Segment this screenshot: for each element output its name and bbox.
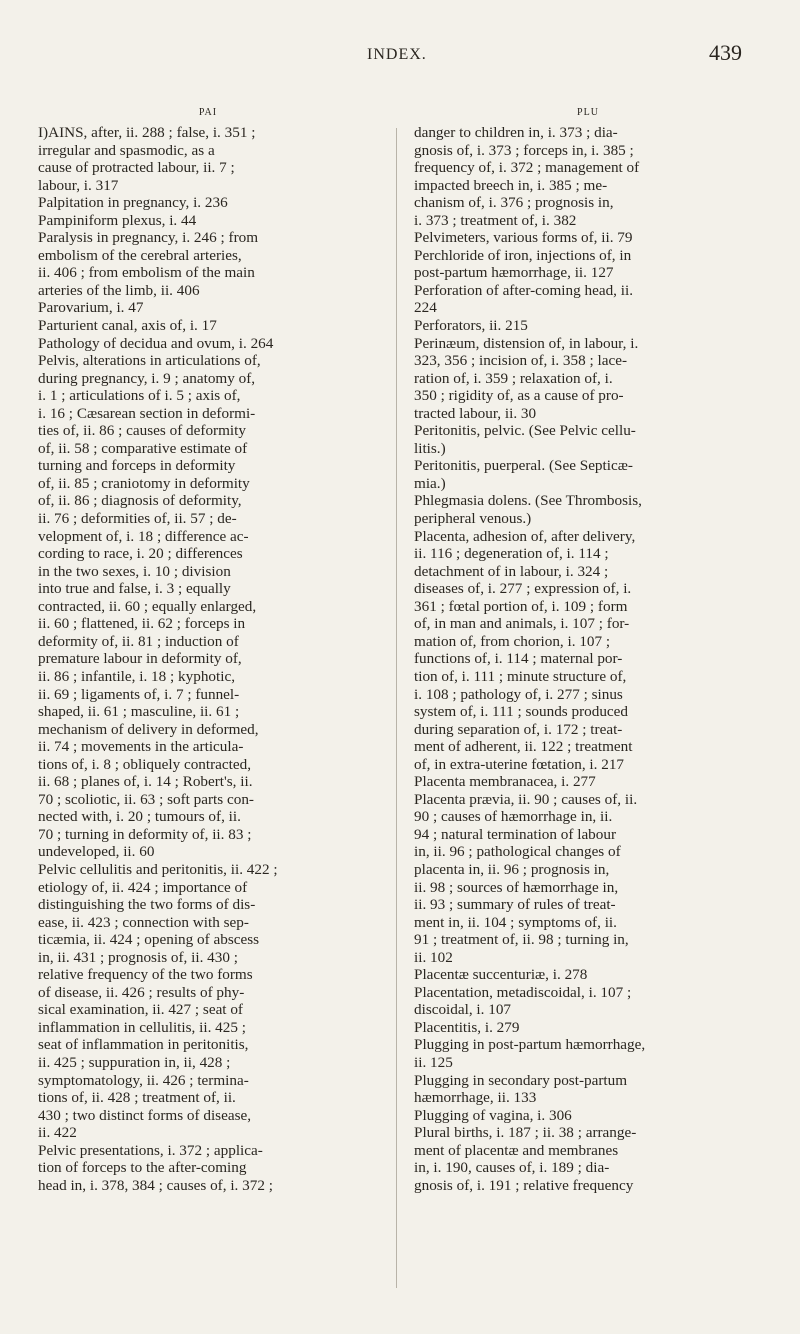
index-entry-line: tion of, i. 111 ; minute structure of,	[414, 667, 627, 685]
index-entry-line: arteries of the limb, ii. 406	[38, 281, 200, 299]
index-entry-line: Perforators, ii. 215	[414, 317, 528, 335]
index-entry-line: Placenta prævia, ii. 90 ; causes of, ii.	[414, 790, 638, 808]
index-entry-line: Pathology of decidua and ovum, i. 264	[38, 334, 274, 352]
index-entry-line: Phlegmasia dolens. (See Thrombosis,	[414, 492, 642, 510]
index-entry-line: 361 ; fœtal portion of, i. 109 ; form	[414, 597, 628, 615]
index-entry-line: ii. 68 ; planes of, i. 14 ; Robert's, ii.	[38, 773, 253, 791]
index-entry-line: deformity of, ii. 81 ; induction of	[38, 632, 239, 650]
index-entry-line: post-partum hæmorrhage, ii. 127	[414, 264, 614, 282]
index-entry	[414, 282, 762, 317]
index-entry-line: i. 108 ; pathology of, i. 277 ; sinus	[414, 685, 623, 703]
index-entry-line: Placenta membranacea, i. 277	[414, 773, 596, 791]
index-entry	[414, 984, 762, 1019]
index-entry-line: ment in, ii. 104 ; symptoms of, ii.	[414, 913, 617, 931]
index-entry	[414, 528, 762, 774]
index-entry-line: of, in man and animals, i. 107 ; for-	[414, 615, 630, 633]
index-entries-left	[38, 124, 378, 1194]
index-entry	[414, 1019, 762, 1037]
index-entry-line: etiology of, ii. 424 ; importance of	[38, 878, 248, 896]
index-entry-line: Paralysis in pregnancy, i. 246 ; from	[38, 229, 259, 247]
index-entry-line: head in, i. 378, 384 ; causes of, i. 372 ;	[38, 1176, 273, 1194]
index-entry-line: cause of protracted labour, ii. 7 ;	[38, 159, 235, 177]
index-entry-line: 90 ; causes of hæmorrhage in, ii.	[414, 808, 613, 826]
index-entry-line: hæmorrhage, ii. 133	[414, 1089, 537, 1107]
index-entry-line: of, ii. 85 ; craniotomy in deformity	[38, 474, 250, 492]
index-entry-line: mation of, from chorion, i. 107 ;	[414, 632, 611, 650]
index-entry-line: tion of forceps to the after-coming	[38, 1159, 247, 1177]
index-entry-line: Pelvic cellulitis and peritonitis, ii. 422 ;	[38, 860, 278, 878]
index-entry-line: 323, 356 ; incision of, i. 358 ; lace-	[414, 352, 628, 370]
index-entry-line: Plural births, i. 187 ; ii. 38 ; arrange-	[414, 1124, 637, 1142]
index-entry-line: functions of, i. 114 ; maternal por-	[414, 650, 623, 668]
index-entry-line: Placenta, adhesion of, after delivery,	[414, 527, 636, 545]
index-entry-line: ii. 125	[414, 1053, 453, 1071]
running-head-title: INDEX.	[367, 46, 427, 63]
index-entry	[414, 335, 762, 423]
index-entry-line: ii. 86 ; infantile, i. 18 ; kyphotic,	[38, 667, 235, 685]
index-entry-line: ment of adherent, ii. 122 ; treatment	[414, 738, 633, 756]
catchword-left: PAI	[198, 107, 218, 118]
index-entry-line: shaped, ii. 61 ; masculine, ii. 61 ;	[38, 703, 240, 721]
index-entry-line: litis.)	[414, 439, 446, 457]
index-entry-line: ii. 74 ; movements in the articula-	[38, 738, 244, 756]
index-entry	[414, 247, 762, 282]
index-entry	[38, 861, 378, 1142]
index-entry-line: frequency of, i. 372 ; management of	[414, 159, 640, 177]
index-entry-line: Parovarium, i. 47	[38, 299, 144, 317]
index-entry-line: ii. 102	[414, 948, 453, 966]
index-entry-line: ii. 60 ; flattened, ii. 62 ; forceps in	[38, 615, 246, 633]
index-entry	[414, 1072, 762, 1107]
index-entry	[414, 1036, 762, 1071]
index-entry-line: in, ii. 431 ; prognosis of, ii. 430 ;	[38, 948, 238, 966]
index-entry	[414, 422, 762, 457]
index-entry	[414, 773, 762, 791]
index-entry-line: Plugging in post-partum hæmorrhage,	[414, 1036, 646, 1054]
index-entry-line: of, ii. 58 ; comparative estimate of	[38, 439, 248, 457]
index-entry-line: labour, i. 317	[38, 176, 119, 194]
index-entry	[414, 791, 762, 966]
index-entry-line: peripheral venous.)	[414, 510, 532, 528]
index-entry-line: inflammation in cellulitis, ii. 425 ;	[38, 1018, 246, 1036]
index-entry-line: Placentæ succenturiæ, i. 278	[414, 966, 588, 984]
index-entry	[38, 194, 378, 212]
index-entry-line: 224	[414, 299, 437, 317]
index-entry-line: tions of, i. 8 ; obliquely contracted,	[38, 755, 252, 773]
index-entry-line: i. 373 ; treatment of, i. 382	[414, 211, 577, 229]
index-column-left	[38, 104, 378, 1194]
index-entry-line: in, i. 190, causes of, i. 189 ; dia-	[414, 1159, 610, 1177]
index-entry-line: ii. 406 ; from embolism of the main	[38, 264, 255, 282]
index-entry-line: irregular and spasmodic, as a	[38, 141, 215, 159]
index-entry-line: Pelvis, alterations in articulations of,	[38, 352, 261, 370]
index-entry	[38, 352, 378, 861]
index-entry-line: ment of placentæ and membranes	[414, 1141, 619, 1159]
index-entry-line: ties of, ii. 86 ; causes of deformity	[38, 422, 246, 440]
index-entry-line: ii. 76 ; deformities of, ii. 57 ; de-	[38, 510, 237, 528]
page-number: 439	[709, 40, 742, 65]
index-entry-line: during pregnancy, i. 9 ; anatomy of,	[38, 369, 256, 387]
index-entry-line: 430 ; two distinct forms of disease,	[38, 1106, 252, 1124]
index-entry-line: 91 ; treatment of, ii. 98 ; turning in,	[414, 931, 629, 949]
index-entry-line: ii. 116 ; degeneration of, i. 114 ;	[414, 545, 609, 563]
index-entry-line: ii. 93 ; summary of rules of treat-	[414, 896, 616, 914]
index-entry-line: Plugging of vagina, i. 306	[414, 1106, 572, 1124]
index-entry-line: ticæmia, ii. 424 ; opening of abscess	[38, 931, 260, 949]
index-entry	[38, 212, 378, 230]
index-entry-line: Placentitis, i. 279	[414, 1018, 520, 1036]
index-entry-line: of, ii. 86 ; diagnosis of deformity,	[38, 492, 242, 510]
index-entry-line: 350 ; rigidity of, as a cause of pro-	[414, 387, 624, 405]
index-entry	[414, 1107, 762, 1125]
index-column-right	[414, 104, 762, 1194]
index-entry-line: relative frequency of the two forms	[38, 966, 253, 984]
index-entry-line: I)AINS, after, ii. 288 ; false, i. 351 ;	[38, 124, 256, 141]
index-entry-line: tracted labour, ii. 30	[414, 404, 537, 422]
index-entry-line: distinguishing the two forms of dis-	[38, 896, 256, 914]
index-entry-line: gnosis of, i. 191 ; relative frequency	[414, 1176, 634, 1194]
index-entry-line: 94 ; natural termination of labour	[414, 825, 617, 843]
index-entry-line: 70 ; scoliotic, ii. 63 ; soft parts con-	[38, 790, 254, 808]
index-entry-line: cording to race, i. 20 ; differences	[38, 545, 243, 563]
index-entry-line: ii. 425 ; suppuration in, ii, 428 ;	[38, 1053, 231, 1071]
index-entry	[38, 229, 378, 299]
index-entry	[38, 317, 378, 335]
index-entries-right	[414, 124, 762, 1194]
index-entry-line: ii. 69 ; ligaments of, i. 7 ; funnel-	[38, 685, 240, 703]
index-entry-line: ration of, i. 359 ; relaxation of, i.	[414, 369, 613, 387]
index-entry-line: premature labour in deformity of,	[38, 650, 242, 668]
index-entry-line: of disease, ii. 426 ; results of phy-	[38, 983, 245, 1001]
index-entry-line: ii. 422	[38, 1124, 77, 1142]
index-entry-line: Parturient canal, axis of, i. 17	[38, 317, 217, 335]
index-entry	[414, 1124, 762, 1194]
index-entry-line: seat of inflammation in peritonitis,	[38, 1036, 249, 1054]
index-entry-line: of, in extra-uterine fœtation, i. 217	[414, 755, 625, 773]
index-entry-line: in the two sexes, i. 10 ; division	[38, 562, 231, 580]
index-entry	[38, 299, 378, 317]
index-entry-line: Placentation, metadiscoidal, i. 107 ;	[414, 983, 632, 1001]
index-entry-line: Pampiniform plexus, i. 44	[38, 211, 197, 229]
index-entry-line: contracted, ii. 60 ; equally enlarged,	[38, 597, 257, 615]
index-entry	[414, 317, 762, 335]
index-entry-line: mechanism of delivery in deformed,	[38, 720, 259, 738]
index-entry-line: Pelvic presentations, i. 372 ; applica-	[38, 1141, 263, 1159]
index-entry	[414, 229, 762, 247]
index-entry-line: Peritonitis, puerperal. (See Septicæ-	[414, 457, 633, 475]
index-entry-line: 70 ; turning in deformity of, ii. 83 ;	[38, 825, 252, 843]
index-entry-line: mia.)	[414, 474, 446, 492]
index-entry-line: i. 1 ; articulations of i. 5 ; axis of,	[38, 387, 241, 405]
index-entry-line: Perforation of after-coming head, ii.	[414, 281, 633, 299]
index-entry-line: turning and forceps in deformity	[38, 457, 236, 475]
index-entry-line: ease, ii. 423 ; connection with sep-	[38, 913, 249, 931]
index-entry-line: embolism of the cerebral arteries,	[38, 246, 242, 264]
index-entry-line: Palpitation in pregnancy, i. 236	[38, 194, 228, 212]
index-entry-line: during separation of, i. 172 ; treat-	[414, 720, 623, 738]
catchword-right: PLU	[577, 107, 599, 118]
index-entry	[414, 492, 762, 527]
index-entry	[414, 457, 762, 492]
index-entry-line: danger to children in, i. 373 ; dia-	[414, 124, 618, 141]
index-entry-line: discoidal, i. 107	[414, 1001, 512, 1019]
index-entry-line: system of, i. 111 ; sounds produced	[414, 703, 629, 721]
index-entry-line: Peritonitis, pelvic. (See Pelvic cellu-	[414, 422, 636, 440]
index-entry-line: ii. 98 ; sources of hæmorrhage in,	[414, 878, 619, 896]
index-entry-line: into true and false, i. 3 ; equally	[38, 580, 231, 598]
index-entry-line: chanism of, i. 376 ; prognosis in,	[414, 194, 614, 212]
index-entry-line: diseases of, i. 277 ; expression of, i.	[414, 580, 632, 598]
index-entry-line: symptomatology, ii. 426 ; termina-	[38, 1071, 249, 1089]
index-entry-line: gnosis of, i. 373 ; forceps in, i. 385 ;	[414, 141, 634, 159]
index-entry-line: Perinæum, distension of, in labour, i.	[414, 334, 639, 352]
index-entry-line: placenta in, ii. 96 ; prognosis in,	[414, 860, 610, 878]
index-entry	[38, 124, 378, 194]
index-entry	[414, 966, 762, 984]
index-entry-line: nected with, i. 20 ; tumours of, ii.	[38, 808, 241, 826]
index-entry-line: Plugging in secondary post-partum	[414, 1071, 628, 1089]
index-entry	[414, 124, 762, 229]
index-entry-line: detachment of in labour, i. 324 ;	[414, 562, 609, 580]
index-entry-line: in, ii. 96 ; pathological changes of	[414, 843, 621, 861]
index-entry	[38, 1142, 378, 1195]
index-entry-line: tions of, ii. 428 ; treatment of, ii.	[38, 1089, 236, 1107]
index-entry-line: sical examination, ii. 427 ; seat of	[38, 1001, 243, 1019]
index-entry	[38, 335, 378, 353]
index-entry-line: velopment of, i. 18 ; difference ac-	[38, 527, 249, 545]
index-entry-line: Perchloride of iron, injections of, in	[414, 246, 632, 264]
column-divider	[396, 128, 397, 1288]
index-entry-line: i. 16 ; Cæsarean section in deformi-	[38, 404, 256, 422]
index-entry-line: undeveloped, ii. 60	[38, 843, 155, 861]
index-entry-line: impacted breech in, i. 385 ; me-	[414, 176, 608, 194]
index-entry-line: Pelvimeters, various forms of, ii. 79	[414, 229, 633, 247]
